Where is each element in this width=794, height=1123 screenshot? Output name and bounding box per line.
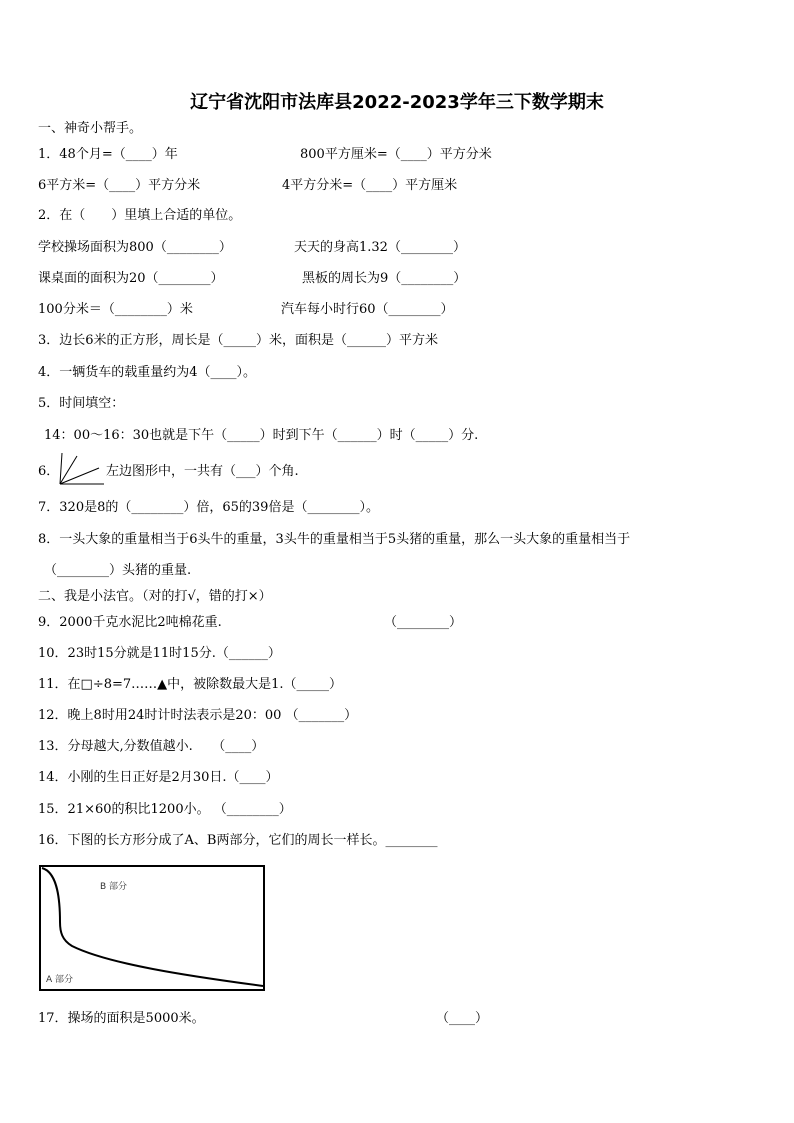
- question-1d: 4平方分米=（____）平方厘米: [282, 178, 458, 193]
- figure-label-b: B 部分: [100, 882, 128, 892]
- question-10: 10．23时15分就是11时15分.（______）: [38, 646, 281, 661]
- question-1c: 6平方米=（____）平方分米: [38, 178, 201, 193]
- question-3: 3．边长6米的正方形，周长是（_____）米，面积是（______）平方米: [38, 333, 439, 348]
- section-1-heading: 一、神奇小帮手。: [38, 121, 143, 136]
- question-8-line2: （________）头猪的重量.: [44, 563, 192, 578]
- question-4: 4．一辆货车的载重量约为4（____）。: [38, 365, 257, 380]
- question-6-number: 6．: [38, 464, 60, 479]
- question-2e: 100分米＝（________）米: [38, 302, 193, 317]
- question-15: 15．21×60的积比1200小。 （________）: [38, 802, 292, 817]
- question-16: 16．下图的长方形分成了A、B两部分，它们的周长一样长。________: [38, 833, 438, 848]
- angle-rays-figure: [57, 452, 107, 486]
- question-5: 5．时间填空：: [38, 396, 125, 411]
- question-17: 17．操场的面积是5000米。: [38, 1011, 205, 1026]
- question-6-text: 左边图形中，一共有（___）个角.: [106, 464, 299, 479]
- question-9-blank: （________）: [384, 615, 463, 630]
- figure-label-a: A 部分: [46, 975, 74, 985]
- page-title: 辽宁省沈阳市法库县2022-2023学年三下数学期末: [190, 92, 604, 113]
- question-9: 9．2000千克水泥比2吨棉花重.: [38, 615, 222, 630]
- question-5a: 14：00～16：30也就是下午（_____）时到下午（______）时（_____）分.: [44, 428, 479, 443]
- question-2d: 黑板的周长为9（________）: [302, 271, 467, 286]
- section-2-heading: 二、我是小法官。（对的打√，错的打×）: [38, 589, 272, 604]
- question-1a: 1．48个月=（____）年: [38, 147, 178, 162]
- question-13: 13．分母越大,分数值越小. （____）: [38, 739, 265, 754]
- question-2: 2．在（ ）里填上合适的单位。: [38, 208, 242, 223]
- question-2b: 天天的身高1.32（________）: [294, 240, 466, 255]
- question-17-blank: （____）: [436, 1011, 489, 1026]
- question-12: 12．晚上8时用24时计时法表示是20：00 （_______）: [38, 708, 358, 723]
- question-1b: 800平方厘米=（____）平方分米: [300, 147, 492, 162]
- question-7: 7．320是8的（________）倍，65的39倍是（________）。: [38, 500, 379, 515]
- question-14: 14．小刚的生日正好是2月30日.（____）: [38, 770, 279, 785]
- question-11: 11．在□÷8=7……▲中，被除数最大是1.（_____）: [38, 677, 343, 692]
- question-2c: 课桌面的面积为20（________）: [38, 271, 224, 286]
- question-2a: 学校操场面积为800（________）: [38, 240, 232, 255]
- question-2f: 汽车每小时行60（________）: [281, 302, 454, 317]
- question-8-line1: 8．一头大象的重量相当于6头牛的重量，3头牛的重量相当于5头猪的重量，那么一头大象的重量相当于: [38, 532, 631, 547]
